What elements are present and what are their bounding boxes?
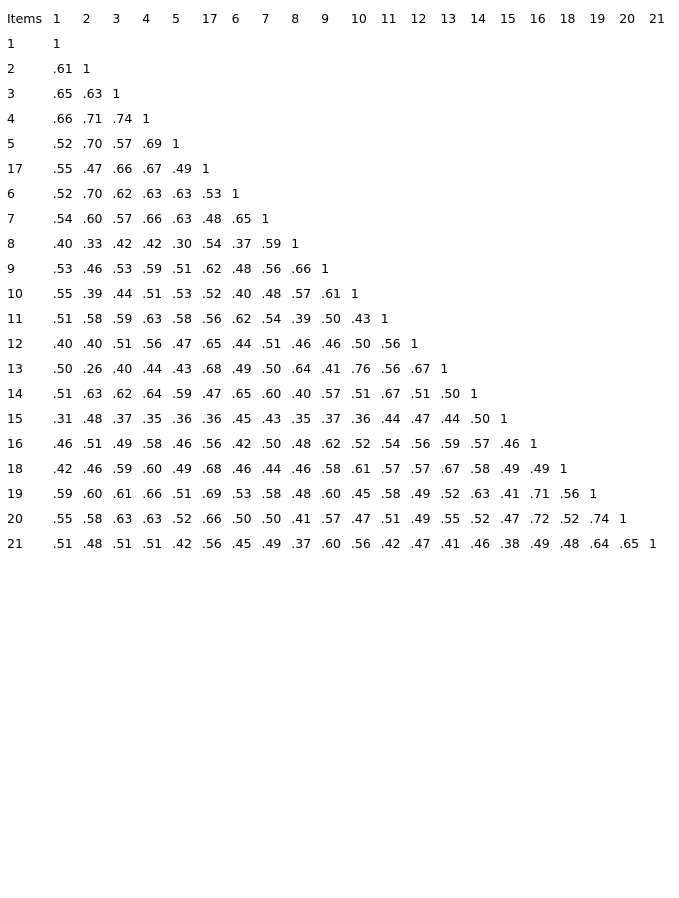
table-cell: .46 — [82, 461, 103, 476]
table-cell: .47 — [82, 161, 103, 176]
table-cell: .45 — [231, 536, 252, 551]
table-cell: .60 — [321, 486, 341, 501]
table-row — [7, 481, 679, 506]
table-cell: 1 — [529, 436, 538, 451]
table-cell: .52 — [440, 486, 461, 501]
table-row — [7, 31, 679, 56]
table-cell: .64 — [291, 361, 312, 376]
table-cell: .47 — [201, 386, 222, 401]
row-label: 9 — [7, 261, 15, 276]
table-cell: .43 — [350, 311, 371, 326]
table-cell: .46 — [321, 336, 341, 351]
table-cell: .51 — [82, 436, 103, 451]
table-cell: .66 — [201, 511, 222, 526]
table-cell: .52 — [470, 511, 491, 526]
table-cell: .52 — [201, 286, 222, 301]
table-cell: .53 — [112, 261, 133, 276]
column-header: 21 — [649, 11, 665, 26]
table-cell: .51 — [142, 286, 163, 301]
table-cell: .50 — [321, 311, 341, 326]
table-cell: .44 — [142, 361, 163, 376]
table-cell: .52 — [350, 436, 371, 451]
table-cell: .40 — [231, 286, 252, 301]
column-header: 8 — [291, 11, 300, 26]
table-cell: 1 — [410, 336, 419, 351]
table-cell: .46 — [172, 436, 192, 451]
table-cell: .49 — [499, 461, 520, 476]
table-cell: .48 — [261, 286, 282, 301]
table-cell: .49 — [410, 486, 431, 501]
table-cell: .50 — [231, 511, 252, 526]
table-cell: 1 — [261, 211, 270, 226]
table-cell: 1 — [440, 361, 449, 376]
table-cell: .63 — [142, 311, 163, 326]
table-cell: .44 — [261, 461, 282, 476]
table-cell: .35 — [291, 411, 312, 426]
table-cell: 1 — [291, 236, 300, 251]
table-cell: .49 — [529, 461, 550, 476]
corner-label: Items — [7, 11, 42, 26]
table-cell: .46 — [52, 436, 73, 451]
table-cell: .67 — [440, 461, 461, 476]
row-label: 4 — [7, 111, 15, 126]
table-cell: .38 — [499, 536, 520, 551]
table-cell: .50 — [470, 411, 491, 426]
table-cell: .45 — [350, 486, 371, 501]
table-row — [7, 506, 679, 531]
table-cell: 1 — [559, 461, 568, 476]
table-cell: .37 — [321, 411, 341, 426]
table-cell: .49 — [261, 536, 282, 551]
table-cell: .45 — [231, 411, 252, 426]
table-cell: .56 — [142, 336, 163, 351]
table-cell: .51 — [52, 536, 73, 551]
row-label: 11 — [7, 311, 23, 326]
table-row — [7, 231, 679, 256]
table-row — [7, 131, 679, 156]
table-cell: .41 — [499, 486, 520, 501]
table-cell: .44 — [440, 411, 461, 426]
table-cell: .60 — [82, 486, 103, 501]
table-cell: .63 — [142, 186, 163, 201]
table-cell: .44 — [380, 411, 401, 426]
table-cell: .49 — [529, 536, 550, 551]
table-cell: .49 — [172, 461, 192, 476]
table-cell: .36 — [350, 411, 371, 426]
table-cell: .46 — [470, 536, 491, 551]
table-cell: .51 — [112, 536, 133, 551]
table-cell: .56 — [380, 336, 401, 351]
table-cell: .37 — [231, 236, 252, 251]
table-row — [7, 381, 679, 406]
table-cell: .57 — [112, 136, 133, 151]
table-cell: .64 — [589, 536, 610, 551]
table-cell: .59 — [172, 386, 192, 401]
table-cell: .56 — [350, 536, 371, 551]
table-cell: .50 — [350, 336, 371, 351]
table-cell: 1 — [142, 111, 151, 126]
matrix-body — [7, 31, 679, 556]
table-cell: .63 — [172, 186, 192, 201]
table-cell: .63 — [112, 511, 133, 526]
table-cell: .49 — [231, 361, 252, 376]
table-cell: 1 — [52, 36, 61, 51]
table-cell: .48 — [559, 536, 580, 551]
table-cell: .63 — [172, 211, 192, 226]
table-cell: .47 — [499, 511, 520, 526]
table-cell: .36 — [201, 411, 222, 426]
table-cell: .51 — [380, 511, 401, 526]
column-header: 10 — [350, 11, 367, 26]
column-header: 11 — [380, 11, 397, 26]
table-cell: .68 — [201, 361, 222, 376]
table-cell: .50 — [261, 361, 282, 376]
table-cell: .69 — [201, 486, 222, 501]
table-cell: .48 — [231, 261, 252, 276]
table-cell: .69 — [142, 136, 163, 151]
table-cell: .42 — [142, 236, 163, 251]
table-cell: .43 — [172, 361, 192, 376]
table-cell: .63 — [142, 511, 163, 526]
table-cell: .49 — [410, 511, 431, 526]
table-cell: .65 — [52, 86, 73, 101]
table-cell: .51 — [261, 336, 282, 351]
table-row — [7, 81, 679, 106]
table-cell: .39 — [82, 286, 103, 301]
row-label: 5 — [7, 136, 15, 151]
table-cell: .54 — [52, 211, 73, 226]
table-cell: .62 — [112, 186, 133, 201]
table-cell: .58 — [261, 486, 282, 501]
table-cell: .26 — [82, 361, 103, 376]
table-cell: .61 — [350, 461, 371, 476]
row-label: 17 — [7, 161, 23, 176]
table-cell: .31 — [52, 411, 73, 426]
table-cell: .59 — [440, 436, 461, 451]
row-label: 13 — [7, 361, 23, 376]
correlation-matrix-table — [7, 6, 679, 556]
table-cell: .51 — [52, 386, 73, 401]
table-cell: .46 — [291, 461, 312, 476]
table-cell: .49 — [112, 436, 133, 451]
table-cell: .50 — [52, 361, 73, 376]
table-cell: 1 — [201, 161, 210, 176]
table-cell: .56 — [410, 436, 431, 451]
table-cell: .44 — [231, 336, 252, 351]
row-label: 15 — [7, 411, 23, 426]
table-cell: .65 — [619, 536, 640, 551]
table-cell: .62 — [201, 261, 222, 276]
table-cell: .59 — [142, 261, 163, 276]
table-cell: .48 — [291, 436, 312, 451]
table-cell: .55 — [52, 286, 73, 301]
table-cell: .74 — [589, 511, 610, 526]
table-cell: .66 — [112, 161, 133, 176]
table-row — [7, 306, 679, 331]
table-cell: .54 — [380, 436, 401, 451]
column-header: 16 — [529, 11, 546, 26]
table-cell: .59 — [112, 311, 133, 326]
table-cell: .48 — [291, 486, 312, 501]
table-cell: .57 — [321, 386, 341, 401]
table-cell: .59 — [261, 236, 282, 251]
table-cell: .57 — [470, 436, 491, 451]
table-cell: .40 — [291, 386, 312, 401]
table-cell: .51 — [112, 336, 133, 351]
column-header: 1 — [52, 11, 61, 26]
table-cell: .51 — [350, 386, 371, 401]
table-cell: .48 — [82, 411, 103, 426]
table-cell: .56 — [201, 536, 222, 551]
table-cell: .63 — [82, 86, 103, 101]
table-cell: .63 — [470, 486, 491, 501]
table-cell: .42 — [112, 236, 133, 251]
table-cell: .55 — [52, 511, 73, 526]
table-cell: .40 — [112, 361, 133, 376]
table-cell: 1 — [321, 261, 330, 276]
table-row — [7, 206, 679, 231]
column-header: 20 — [619, 11, 636, 26]
table-cell: .62 — [112, 386, 133, 401]
column-header: 4 — [142, 11, 151, 26]
table-cell: .71 — [529, 486, 550, 501]
table-cell: .52 — [52, 136, 73, 151]
table-cell: .56 — [261, 261, 282, 276]
table-cell: .37 — [291, 536, 312, 551]
table-cell: .54 — [261, 311, 282, 326]
table-cell: .51 — [52, 311, 73, 326]
column-header: 19 — [589, 11, 606, 26]
row-label: 18 — [7, 461, 23, 476]
row-label: 14 — [7, 386, 23, 401]
table-cell: .46 — [291, 336, 312, 351]
table-cell: .47 — [172, 336, 192, 351]
table-cell: 1 — [380, 311, 389, 326]
table-cell: .76 — [350, 361, 371, 376]
table-cell: .62 — [231, 311, 252, 326]
row-label: 16 — [7, 436, 23, 451]
table-cell: .58 — [172, 311, 192, 326]
table-cell: .58 — [470, 461, 491, 476]
table-cell: .46 — [499, 436, 520, 451]
table-row — [7, 281, 679, 306]
table-row — [7, 431, 679, 456]
row-label: 2 — [7, 61, 15, 76]
table-cell: .40 — [52, 336, 73, 351]
table-cell: .41 — [440, 536, 461, 551]
table-cell: .56 — [201, 311, 222, 326]
table-cell: .44 — [112, 286, 133, 301]
row-label: 8 — [7, 236, 15, 251]
table-cell: .48 — [201, 211, 222, 226]
table-cell: .47 — [350, 511, 371, 526]
table-cell: .52 — [52, 186, 73, 201]
row-label: 20 — [7, 511, 23, 526]
table-cell: .50 — [261, 436, 282, 451]
table-cell: .35 — [142, 411, 163, 426]
table-row — [7, 331, 679, 356]
table-cell: .55 — [440, 511, 461, 526]
table-cell: .60 — [321, 536, 341, 551]
column-header: 2 — [82, 11, 91, 26]
table-cell: .65 — [201, 336, 222, 351]
table-cell: .37 — [112, 411, 133, 426]
table-cell: .66 — [142, 211, 163, 226]
table-cell: .30 — [172, 236, 192, 251]
table-cell: .60 — [261, 386, 282, 401]
table-row — [7, 181, 679, 206]
table-cell: 1 — [499, 411, 508, 426]
table-cell: .42 — [231, 436, 252, 451]
table-cell: .46 — [82, 261, 103, 276]
table-row — [7, 356, 679, 381]
column-header: 14 — [470, 11, 487, 26]
table-cell: .50 — [440, 386, 461, 401]
row-label: 12 — [7, 336, 23, 351]
column-header: 12 — [410, 11, 427, 26]
table-cell: .57 — [380, 461, 401, 476]
table-cell: 1 — [649, 536, 657, 551]
table-cell: .52 — [172, 511, 192, 526]
table-cell: .72 — [529, 511, 550, 526]
table-row — [7, 531, 679, 556]
table-cell: .40 — [52, 236, 73, 251]
table-cell: .60 — [142, 461, 163, 476]
table-cell: .53 — [172, 286, 192, 301]
row-label: 21 — [7, 536, 23, 551]
column-header: 6 — [231, 11, 240, 26]
table-cell: .56 — [201, 436, 222, 451]
table-cell: .63 — [82, 386, 103, 401]
table-cell: .67 — [410, 361, 431, 376]
table-cell: .58 — [142, 436, 163, 451]
table-cell: .74 — [112, 111, 133, 126]
table-cell: .53 — [231, 486, 252, 501]
table-cell: .66 — [291, 261, 312, 276]
table-cell: .54 — [201, 236, 222, 251]
table-cell: .65 — [231, 211, 252, 226]
column-header: 15 — [499, 11, 516, 26]
table-cell: .53 — [52, 261, 73, 276]
table-row — [7, 406, 679, 431]
table-cell: .51 — [410, 386, 431, 401]
table-cell: .47 — [410, 411, 431, 426]
table-cell: .70 — [82, 186, 103, 201]
table-cell: .70 — [82, 136, 103, 151]
table-cell: .61 — [112, 486, 133, 501]
table-cell: .61 — [52, 61, 73, 76]
table-cell: .60 — [82, 211, 103, 226]
table-cell: .57 — [321, 511, 341, 526]
column-header: 3 — [112, 11, 121, 26]
row-label: 10 — [7, 286, 23, 301]
table-cell: .36 — [172, 411, 192, 426]
column-header: 5 — [172, 11, 180, 26]
column-header: 13 — [440, 11, 457, 26]
table-cell: .51 — [172, 486, 192, 501]
table-cell: .66 — [52, 111, 73, 126]
table-cell: .58 — [321, 461, 341, 476]
table-cell: .57 — [410, 461, 431, 476]
table-cell: 1 — [112, 86, 121, 101]
table-cell: .67 — [380, 386, 401, 401]
table-cell: .64 — [142, 386, 163, 401]
row-label: 7 — [7, 211, 15, 226]
table-cell: 1 — [619, 511, 628, 526]
table-cell: .39 — [291, 311, 312, 326]
table-cell: 1 — [82, 61, 91, 76]
table-cell: .57 — [112, 211, 133, 226]
table-row — [7, 256, 679, 281]
table-cell: .41 — [291, 511, 312, 526]
table-cell: .33 — [82, 236, 103, 251]
table-cell: .40 — [82, 336, 103, 351]
table-cell: .49 — [172, 161, 192, 176]
table-cell: .56 — [559, 486, 580, 501]
table-cell: .59 — [52, 486, 73, 501]
table-cell: .66 — [142, 486, 163, 501]
table-cell: .57 — [291, 286, 312, 301]
table-cell: .55 — [52, 161, 73, 176]
table-row — [7, 456, 679, 481]
column-header: 18 — [559, 11, 576, 26]
table-row — [7, 106, 679, 131]
table-cell: .71 — [82, 111, 103, 126]
table-cell: 1 — [589, 486, 598, 501]
table-cell: .67 — [142, 161, 163, 176]
table-cell: .48 — [82, 536, 103, 551]
table-cell: .61 — [321, 286, 341, 301]
table-cell: .68 — [201, 461, 222, 476]
table-cell: .52 — [559, 511, 580, 526]
table-cell: .42 — [380, 536, 401, 551]
row-label: 1 — [7, 36, 15, 51]
row-label: 6 — [7, 186, 15, 201]
row-label: 3 — [7, 86, 15, 101]
table-cell: .62 — [321, 436, 341, 451]
table-cell: .51 — [172, 261, 192, 276]
table-cell: .65 — [231, 386, 252, 401]
table-row — [7, 56, 679, 81]
table-cell: .47 — [410, 536, 431, 551]
row-label: 19 — [7, 486, 23, 501]
table-cell: .46 — [231, 461, 252, 476]
table-cell: .58 — [82, 311, 103, 326]
table-cell: .50 — [261, 511, 282, 526]
table-cell: .58 — [380, 486, 401, 501]
table-cell: .56 — [380, 361, 401, 376]
table-cell: .51 — [142, 536, 163, 551]
table-cell: .42 — [172, 536, 192, 551]
table-cell: .43 — [261, 411, 282, 426]
column-header: 9 — [321, 11, 330, 26]
table-cell: 1 — [172, 136, 180, 151]
table-row — [7, 156, 679, 181]
table-cell: .53 — [201, 186, 222, 201]
table-cell: .41 — [321, 361, 341, 376]
column-header: 17 — [201, 11, 218, 26]
header-row — [7, 6, 679, 31]
table-cell: 1 — [470, 386, 479, 401]
table-cell: 1 — [350, 286, 359, 301]
table-cell: .59 — [112, 461, 133, 476]
table-cell: .42 — [52, 461, 73, 476]
table-cell: 1 — [231, 186, 240, 201]
table-cell: .58 — [82, 511, 103, 526]
column-header: 7 — [261, 11, 270, 26]
